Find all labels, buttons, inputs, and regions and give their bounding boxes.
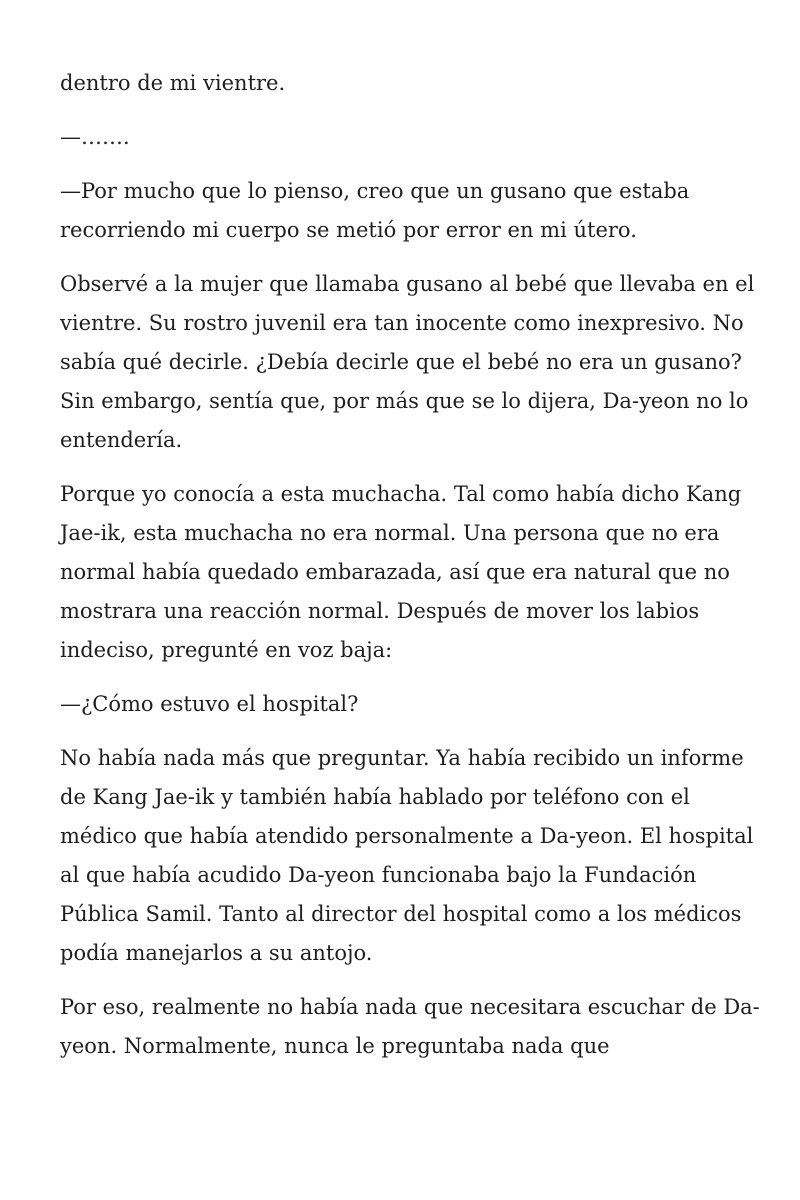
paragraph: Porque yo conocía a esta muchacha. Tal como había dicho Kang Jae-ik, esta muchacha no era normal. Una persona que no era normal había quedado embarazada, así que era natural que no mostrara una reacción normal. Después de mover los labios indeciso, pregunté en voz baja:	[60, 482, 742, 662]
paragraph: —…….	[60, 125, 130, 149]
reading-page	[60, 64, 760, 1081]
paragraph: Por eso, realmente no había nada que necesitara escuchar de Da-yeon. Normalmente, nunca le preguntaba nada que	[60, 995, 760, 1058]
paragraph: dentro de mi vientre.	[60, 71, 286, 95]
paragraph: No había nada más que preguntar. Ya había recibido un informe de Kang Jae-ik y también había hablado por teléfono con el médico que había atendido personalmente a Da-yeon. El hospital al que había acudido Da-yeon funcionaba bajo la Fundación Pública Samil. Tanto al director del hospital como a los médicos podía manejarlos a su antojo.	[60, 746, 754, 965]
paragraph: —¿Cómo estuvo el hospital?	[60, 692, 359, 716]
paragraph: Observé a la mujer que llamaba gusano al bebé que llevaba en el vientre. Su rostro juvenil era tan inocente como inexpresivo. No sabía qué decirle. ¿Debía decirle que el bebé no era un gusano? Sin embargo, sentía que, por más que se lo dijera, Da-yeon no lo entendería.	[60, 272, 755, 452]
paragraph: —Por mucho que lo pienso, creo que un gusano que estaba recorriendo mi cuerpo se metió por error en mi útero.	[60, 179, 690, 242]
